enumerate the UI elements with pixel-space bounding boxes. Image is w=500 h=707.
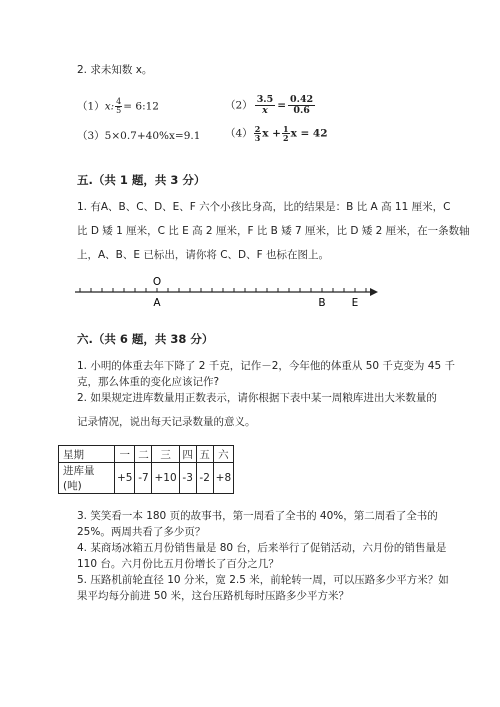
- fraction-1-2: [282, 125, 290, 142]
- section-6-q1-line2: 克，那么体重的变化应该记作?: [77, 376, 220, 388]
- fraction-denominator: 5: [116, 106, 122, 115]
- equation-2-label: （2）: [225, 99, 253, 112]
- point-b-label: B: [318, 297, 326, 309]
- section-6-q1-line1: 1. 小明的体重去年下降了 2 千克，记作－2，今年他的体重从 50 千克变为 45 千: [77, 360, 455, 372]
- table-cell: 三: [152, 446, 179, 463]
- table-row: [59, 463, 234, 494]
- fraction-denominator: 2: [282, 133, 289, 143]
- section-5-heading: 五.（共 1 题，共 3 分）: [77, 173, 206, 187]
- table-cell: +5: [115, 463, 135, 494]
- point-a-label: A: [153, 297, 161, 309]
- table-cell: 五: [196, 446, 213, 463]
- equation-1-rhs: = 6:12: [123, 100, 159, 113]
- section-5-q1-line1: 1. 有A、B、C、D、E、F 六个小孩比身高，比的结果是：B 比 A 高 11 厘米，C: [77, 201, 451, 213]
- section-6-q5-line1: 5. 压路机前轮直径 10 分米，宽 2.5 米，前轮转一周，可以压路多少平方米？如: [77, 574, 449, 586]
- equation-3: （3）5×0.7+40%x=9.1: [77, 130, 201, 142]
- table-row-label: 星期: [59, 446, 115, 463]
- fraction-denominator: 0.6: [293, 105, 310, 116]
- fraction-4-5: [115, 98, 122, 115]
- table-cell: 四: [179, 446, 196, 463]
- fraction-numerator: 3.5: [256, 94, 274, 105]
- table-cell: +10: [152, 463, 179, 494]
- equation-1: [77, 98, 159, 115]
- fraction-denominator: 3: [254, 133, 261, 143]
- table-cell: -3: [179, 463, 196, 494]
- equation-4-label: （4）: [225, 127, 253, 140]
- table-cell: +8: [213, 463, 233, 494]
- equation-4-rhs: x = 42: [290, 127, 328, 140]
- table-cell: 六: [213, 446, 233, 463]
- section-6-q2-line2: 记录情况，说出每天记录数量的意义。: [77, 416, 256, 428]
- equation-2-equals: =: [277, 99, 287, 112]
- q2-title: 2. 求未知数 x。: [77, 64, 153, 76]
- grain-record-table: [58, 445, 234, 494]
- section-6-q4-line2: 110 台。六月份比五月份增长了百分之几？: [77, 558, 279, 570]
- table-cell: -7: [135, 463, 152, 494]
- number-line: [70, 272, 380, 312]
- table-cell: 二: [135, 446, 152, 463]
- fraction-numerator: 2: [254, 124, 261, 134]
- point-e-label: E: [351, 297, 359, 309]
- origin-label: O: [152, 276, 162, 288]
- section-5-q1-line3: 上，A、B、E 已标出，请你将 C、D、F 也标在图上。: [77, 249, 329, 261]
- table-cell: -2: [196, 463, 213, 494]
- section-6-q3-line2: 25%。两周共看了多少页？: [77, 526, 206, 538]
- section-6-q2-line1: 2. 如果规定进库数量用正数表示，请你根据下表中某一周粮库进出大米数量的: [77, 392, 437, 404]
- section-5-q1-line2: 比 D 矮 1 厘米，C 比 E 高 2 厘米，F 比 B 矮 7 厘米，比 D 矮 2 厘米，在一条数轴: [77, 225, 470, 237]
- table-cell: 一: [115, 446, 135, 463]
- fraction-2-3: [254, 125, 262, 142]
- section-6-q4-line1: 4. 某商场冰箱五月份销售量是 80 台，后来举行了促销活动，六月份的销售量是: [77, 542, 447, 554]
- equation-1-lhs: x:: [104, 100, 115, 113]
- table-row: [59, 446, 234, 463]
- fraction-3.5-x: [255, 95, 276, 116]
- section-6-q5-line2: 果平均每分前进 50 米，这台压路机每时压路多少平方米？: [77, 590, 350, 602]
- number-line-ticks: [80, 288, 366, 292]
- fraction-denominator: x: [262, 105, 268, 116]
- equation-4-middle: x +: [262, 127, 281, 140]
- section-6-q3-line1: 3. 笑笑看一本 180 页的故事书，第一周看了全书的 40%，第二周看了全书的: [77, 510, 438, 522]
- table-row-label: 进库量(吨): [59, 463, 115, 494]
- equation-4: [225, 125, 328, 142]
- equation-1-label: （1）: [77, 100, 105, 113]
- fraction-0.42-0.6: [288, 95, 315, 116]
- fraction-numerator: 1: [282, 124, 289, 134]
- arrow-right-icon: [370, 288, 378, 296]
- fraction-numerator: 4: [116, 97, 122, 106]
- fraction-numerator: 0.42: [290, 94, 314, 105]
- equation-2: [225, 95, 317, 116]
- section-6-heading: 六.（共 6 题，共 38 分）: [77, 332, 214, 346]
